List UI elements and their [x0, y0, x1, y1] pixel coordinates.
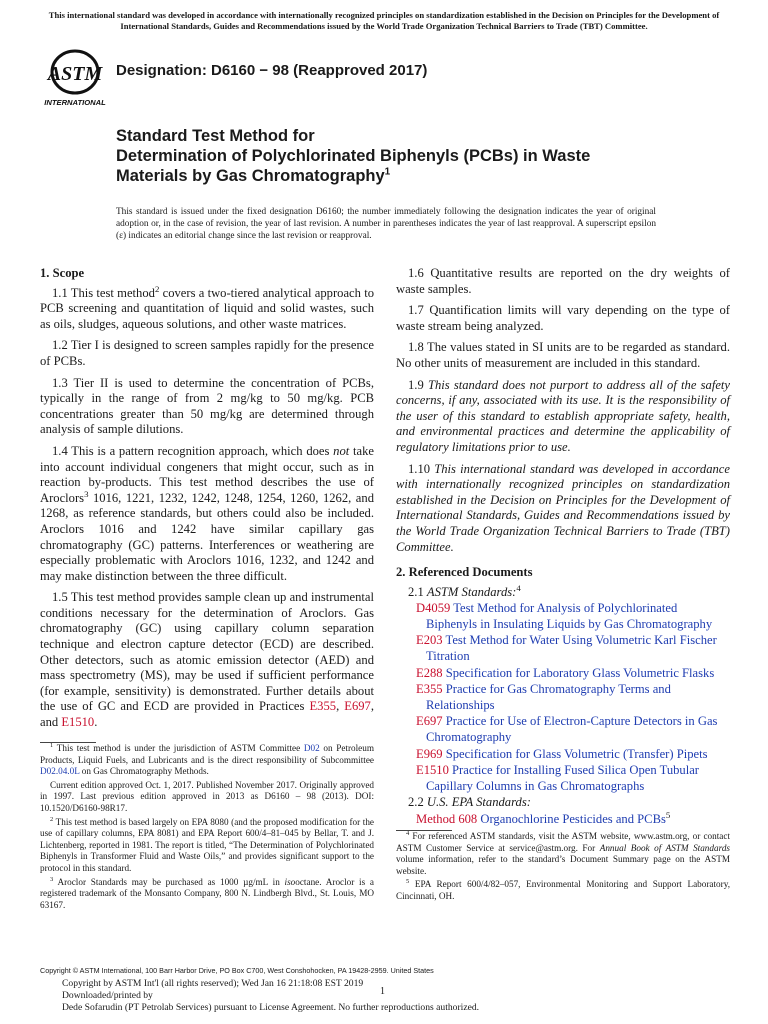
footnote-ref-4[interactable]: 4 — [516, 582, 521, 593]
copyright-line: Copyright © ASTM International, 100 Barr Harbor Drive, PO Box C700, West Conshohocken, PA 19428-2959. United States — [40, 966, 434, 975]
section-1-heading: 1. Scope — [40, 266, 85, 280]
astm-standards-label: 2.1 ASTM Standards:$^4$ — [408, 582, 521, 599]
svg-text:ASTM: ASTM — [47, 63, 103, 85]
ref-title[interactable]: Specification for Laboratory Glass Volumetric Flasks — [445, 665, 715, 680]
ref-title[interactable]: Organochlorine Pesticides and PCBs — [480, 812, 666, 826]
footnote-1: $^1$ This test method is under the jurisdiction of ASTM Committee D02 on Petroleum Products, Liquid Fuels, and Lubricants and is the direct responsibility of Subcommittee D02.04.0L on Gas Chromatography Methods. — [40, 741, 375, 777]
logo-text: INTERNATIONAL — [44, 98, 106, 107]
ref-title[interactable]: Practice for Installing Fused Silica Open Tubular Capillary Columns in Gas Chromatographs — [426, 763, 699, 793]
right-footnotes — [396, 830, 730, 905]
ref-code[interactable]: Method 608 — [416, 812, 478, 826]
link-d02-04-0l[interactable]: D02.04.0L — [40, 766, 80, 777]
para-1-2: 1.2 Tier I is designed to screen samples rapidly for the presence of PCBs. — [40, 338, 374, 368]
ref-e1510 — [406, 763, 730, 794]
para-1-8: 1.8 The values stated in SI units are to be regarded as standard. No other units of measurement are included in this standard. — [396, 340, 730, 370]
link-e1510[interactable]: E1510 — [61, 715, 95, 730]
left-column — [40, 266, 374, 737]
para-1-10: 1.10 This international standard was developed in accordance with internationally recognized principles on standardization established in the Decision on Principles for the Development of International Standards, Guides and Recommendations issued by the World Trade Organization Technical Barriers to Trade (TBT) Committee. — [396, 461, 730, 554]
footnote-ref-5[interactable]: 5 — [665, 809, 671, 820]
footnote-ref-3[interactable]: 3 — [84, 488, 89, 499]
para-1-1: 1.1 This test method$^2$ covers a two-tiered analytical approach to PCB screening and quantitation of liquid and solid wastes, such as oils, sludges, aqueous solutions, and other waste matrices. — [40, 283, 374, 331]
footnote-ref-2[interactable]: 2 — [154, 283, 160, 294]
download-line-1: Copyright by ASTM Int'l (all rights reserved); Wed Jan 16 21:18:08 EST 2019 — [62, 978, 364, 989]
ref-title[interactable]: Specification for Glass Volumetric (Transfer) Pipets — [445, 746, 708, 761]
ref-method-608 — [406, 809, 730, 828]
document-title — [116, 126, 676, 186]
astm-logo — [40, 46, 110, 108]
ref-e355 — [406, 682, 730, 713]
ref-e969 — [406, 747, 730, 763]
footnote-4: $^4$ For referenced ASTM standards, visit the ASTM website, www.astm.org, or contact ASTM Customer Service at service@astm.org. For Annual Book of ASTM Standards volume information, refer to the standard’s Document Summary page on the ASTM website. — [396, 829, 730, 876]
ref-d4059 — [406, 601, 730, 632]
download-line-3: Dede Sofarudin (PT Petrolab Services) pursuant to License Agreement. No further reproductions authorized. — [62, 1001, 480, 1013]
ref-title[interactable]: Test Method for Analysis of Polychlorinated Biphenyls in Insulating Liquids by Gas Chromatography — [426, 601, 713, 631]
ref-code[interactable]: E203 — [416, 633, 443, 648]
ref-e288 — [406, 666, 730, 682]
para-1-4: 1.4 This is a pattern recognition approach, which does not take into account individual congeners that might occur, such as in reaction by-products. This test method describes the use of Aroclors$^3$ 1016, 1221, 1232, 1242, 1248, 1254, 1260, 1262, and 1268, as reference standards, but others could also be included. Aroclors 1016 and 1242 have similar capillary gas chromatography (GC) patterns. Interferences or weathering are especially problematic with Aroclors 1016, 1232, and 1242 and may make distinction between the three difficult. — [40, 443, 374, 583]
link-d02[interactable]: D02 — [303, 743, 320, 753]
para-1-6: 1.6 Quantitative results are reported on the dry weights of waste samples. — [396, 266, 730, 296]
title-footnote-ref[interactable]: 1 — [384, 166, 391, 178]
tbt-notice: This international standard was developed in accordance with internationally recognized principles on standardization established in the Decision on Principles for the Development of International Standards, Guides and Recommendations issued by the World Trade Organization Technical Barriers to Trade (TBT) Committee. — [48, 10, 720, 31]
ref-title[interactable]: Test Method for Water Using Volumetric Karl Fischer Titration — [426, 633, 717, 664]
designation: Designation: D6160 − 98 (Reapproved 2017) — [116, 62, 428, 79]
section-2-heading: 2. Referenced Documents — [396, 565, 533, 580]
footnote-2: $^2$ This test method is based largely on EPA 8080 (and the proposed modification for the use of capillary columns, EPA 8081) and EPA Report 600/4–81–045 by Bellar, T. and J. Lichtenberg, reported in 1981. The report is titled, “The Determination of Polychlorinated Biphenyls in Transformer Fluid and Waste Oils,” and provides significant support to the protocol in this standard. — [40, 815, 374, 873]
left-footnotes — [40, 742, 374, 913]
ref-code[interactable]: D4059 — [416, 601, 451, 616]
ref-code[interactable]: E969 — [416, 746, 443, 761]
ref-title[interactable]: Practice for Gas Chromatography Terms and Relationships — [426, 682, 671, 712]
ref-code[interactable]: E288 — [416, 665, 443, 680]
ref-code[interactable]: E697 — [416, 714, 443, 729]
footnote-1-edition: Current edition approved Oct. 1, 2017. Published November 2017. Originally approved in 1997. Last previous edition approved in 2013 as D6160 – 98 (2013). DOI: 10.1520/D6160-98R17. — [40, 779, 374, 813]
footnote-5: $^5$ EPA Report 600/4/82–057, Environmental Monitoring and Support Laboratory, Cincinnati, OH. — [396, 878, 730, 901]
title-line-1: Standard Test Method for — [116, 127, 315, 145]
link-e697[interactable]: E697 — [344, 699, 371, 714]
epa-standards-label: 2.2 U.S. EPA Standards: — [408, 795, 531, 810]
title-line-2: Determination of Polychlorinated Biphenyls (PCBs) in Waste — [116, 147, 591, 165]
ref-e203 — [406, 633, 730, 664]
download-line-2: Downloaded/printed by — [62, 989, 153, 1001]
ref-code[interactable]: E1510 — [416, 763, 449, 778]
designation-intro: This standard is issued under the fixed designation D6160; the number immediately following the designation indicates the year of original adoption or, in the case of revision, the year of last revision. A number in parentheses indicates the year of last reapproval. A superscript epsilon (ε) indicates an editorial change since the last revision or reapproval. — [116, 207, 656, 241]
para-1-9: 1.9 This standard does not purport to address all of the safety concerns, if any, associated with its use. It is the responsibility of the user of this standard to establish appropriate safety, health, and environmental practices and determine the applicability of regulatory limitations prior to use. — [396, 377, 730, 454]
ref-code[interactable]: E355 — [416, 682, 443, 697]
right-column — [396, 266, 730, 829]
para-1-3: 1.3 Tier II is used to determine the concentration of PCBs, typically in the range of from 2 mg/kg to 50 mg/kg. PCB concentrations greater than 50 mg/kg are determined through analysis of sample dilutions. — [40, 375, 374, 437]
link-e355[interactable]: E355 — [309, 699, 337, 714]
para-1-7: 1.7 Quantification limits will vary depending on the type of waste stream being analyzed. — [396, 303, 730, 333]
ref-title[interactable]: Practice for Use of Electron-Capture Detectors in Gas Chromatography — [426, 714, 718, 745]
page-number: 1 — [380, 986, 385, 997]
ref-e697 — [406, 714, 730, 745]
para-1-5: 1.5 This test method provides sample clean up and instrumental conditions necessary for the determination of Aroclors. Gas chromatography (GC) using capillary column separation technique and electron capture detector (ECD) are described. Other detectors, such as atomic emission detector (AED) and mass spectrometry (MS), may be used if sufficient performance (for example, sensitivity) is demonstrated. Further details about the use of GC and ECD are provided in Practices E355, E697, and E1510. — [40, 590, 375, 730]
title-line-3: Materials by Gas Chromatography$^1$ — [116, 166, 391, 185]
footnote-3: $^3$ Aroclor Standards may be purchased as 1000 µg/mL in isooctane. Aroclor is a registered trademark of the Monsanto Company, 800 N. Lindbergh Blvd., St. Louis, MO 63167. — [40, 875, 374, 910]
